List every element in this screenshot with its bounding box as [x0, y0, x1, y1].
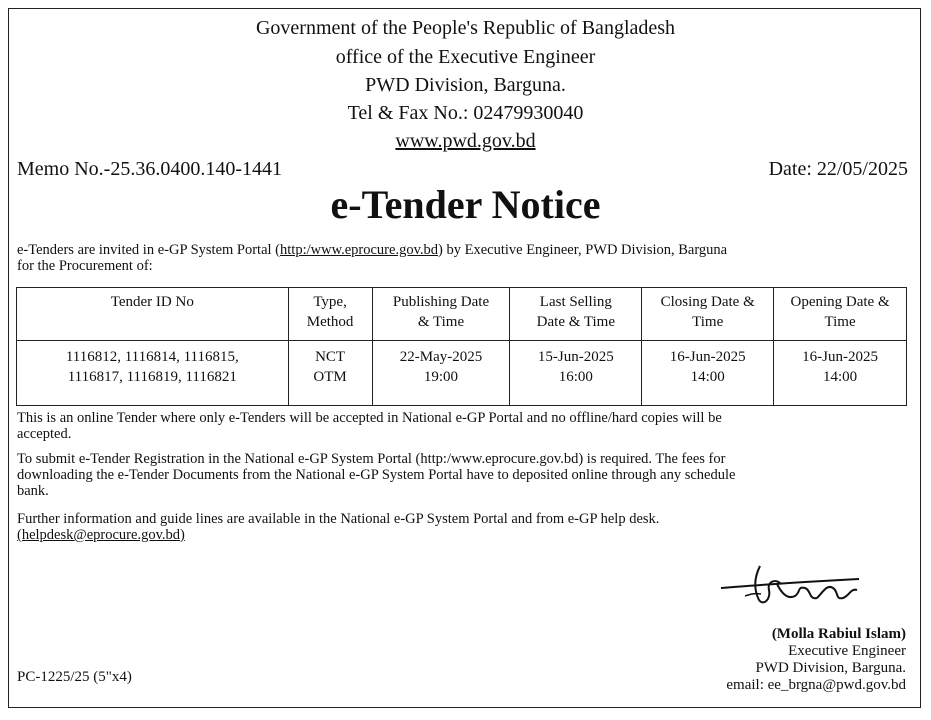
helpdesk-email-link[interactable]: (helpdesk@eprocure.gov.bd)	[17, 527, 185, 543]
pc-number: PC-1225/25 (5"x4)	[17, 669, 132, 685]
signatory-name: (Molla Rabiul Islam)	[771, 626, 906, 642]
header-division: PWD Division, Barguna.	[365, 74, 566, 96]
table-row	[17, 341, 907, 406]
intro-paragraph	[17, 242, 907, 274]
header-office: office of the Executive Engineer	[335, 46, 596, 68]
paragraph-further-info	[17, 511, 907, 543]
intro-line-2: for the Procurement of:	[17, 258, 153, 274]
p3-line-1: Further information and guide lines are available in the National e-GP System Portal and from e-GP help desk.	[17, 511, 660, 527]
header-tender-id: Tender ID No	[17, 288, 289, 341]
cell-last-selling: 15-Jun-2025 16:00	[510, 341, 642, 406]
header-government: Government of the People's Republic of Bangladesh	[255, 17, 676, 39]
paragraph-online-tender	[17, 410, 907, 442]
tender-table	[16, 287, 907, 406]
paragraph-registration	[17, 451, 907, 499]
table-header-row	[17, 288, 907, 341]
p1-line-1: This is an online Tender where only e-Tenders will be accepted in National e-GP Portal and no offline/hard copies will be	[17, 410, 722, 426]
eprocure-link[interactable]: http:/www.eprocure.gov.bd	[280, 242, 439, 258]
p2-line-1: To submit e-Tender Registration in the National e-GP System Portal (http:/www.eprocure.gov.bd) is required. The fees for	[17, 451, 726, 467]
cell-opening: 16-Jun-2025 14:00	[774, 341, 907, 406]
cell-publishing: 22-May-2025 19:00	[372, 341, 510, 406]
signatory-email: email: ee_brgna@pwd.gov.bd	[726, 677, 906, 693]
signatory-office: PWD Division, Barguna.	[755, 660, 906, 676]
signature-image	[715, 560, 865, 610]
intro-post: ) by Executive Engineer, PWD Division, Barguna	[438, 242, 728, 258]
memo-number: Memo No.-25.36.0400.140-1441	[17, 158, 282, 180]
intro-pre: e-Tenders are invited in e-GP System Portal (	[17, 242, 281, 258]
p2-line-3: bank.	[17, 483, 49, 499]
cell-tender-ids: 1116812, 1116814, 1116815, 1116817, 1116819, 1116821	[17, 341, 289, 406]
page-title: e-Tender Notice	[330, 182, 601, 227]
p2-line-2: downloading the e-Tender Documents from the National e-GP System Portal have to deposited online through any schedule	[17, 467, 736, 483]
header-opening: Opening Date & Time	[774, 288, 907, 341]
header-last-selling: Last Selling Date & Time	[510, 288, 642, 341]
signatory-designation: Executive Engineer	[788, 643, 906, 659]
header-closing: Closing Date & Time	[642, 288, 774, 341]
cell-closing: 16-Jun-2025 14:00	[642, 341, 774, 406]
intro-line-1	[17, 242, 907, 258]
signature-block	[640, 626, 906, 694]
p1-line-2: accepted.	[17, 426, 72, 442]
header-tel-fax: Tel & Fax No.: 02479930040	[347, 102, 584, 124]
memo-date: Date: 22/05/2025	[768, 158, 908, 180]
header-publishing: Publishing Date & Time	[372, 288, 510, 341]
header-type-method: Type, Method	[288, 288, 372, 341]
cell-type-method: NCT OTM	[288, 341, 372, 406]
header-website-row	[0, 129, 931, 153]
header-website-link[interactable]: www.pwd.gov.bd	[395, 130, 536, 152]
